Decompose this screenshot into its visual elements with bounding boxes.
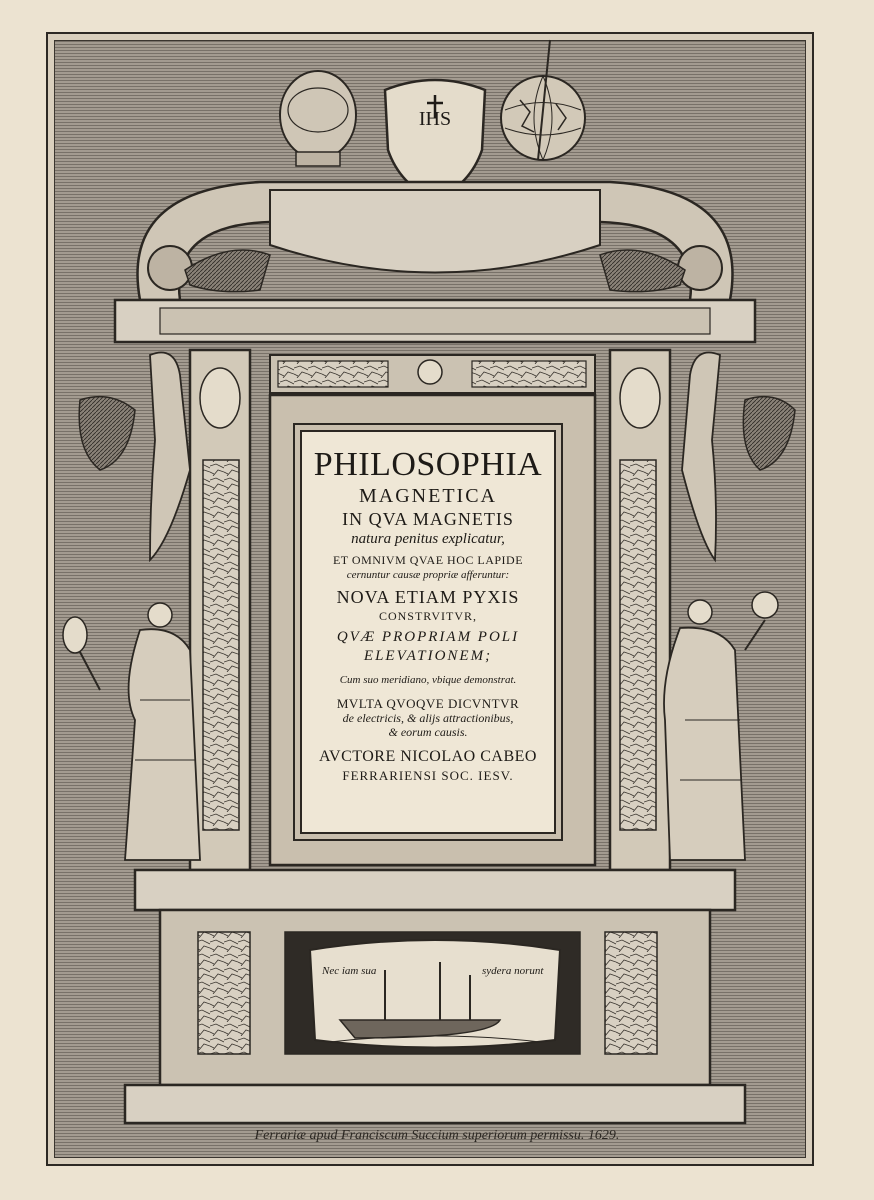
left-pilaster-illustration	[190, 350, 250, 870]
right-figure-with-sphere-illustration	[664, 592, 778, 860]
title-line-11: MVLTA QVOQVE DICVNTVR	[336, 696, 520, 711]
title-line-8: CONSTRVITVR,	[378, 609, 478, 623]
cherub-head-illustration	[418, 360, 442, 384]
title-line-6: cernuntur causæ propriæ afferuntur:	[346, 569, 510, 581]
title-line-5: ET OMNIVM QVAE HOC LAPIDE	[332, 553, 524, 567]
title-line-7: NOVA ETIAM PYXIS	[336, 587, 520, 607]
ship-cartouche-illustration	[310, 940, 560, 1048]
title-line-2: MAGNETICA	[359, 485, 497, 507]
imprint-line: Ferrariæ apud Franciscum Succium superiorum permissu. 1629.	[254, 1128, 620, 1143]
armillary-sphere-illustration	[280, 71, 356, 166]
left-figure-with-mirror-illustration	[63, 603, 200, 860]
motto-right: sydera norunt	[482, 965, 544, 977]
title-line-13: & eorum causis.	[388, 725, 468, 739]
author-line: AVCTORE NICOLAO CABEO	[319, 748, 537, 765]
right-pilaster-illustration	[610, 350, 670, 870]
globe-illustration	[501, 40, 585, 160]
title-line-1: PHILOSOPHIA	[313, 446, 543, 483]
title-line-4: natura penitus explicatur,	[351, 531, 505, 547]
title-line-3: IN QVA MAGNETIS	[342, 509, 514, 529]
pediment-illustration	[138, 182, 733, 300]
ihs-monogram: IHS	[418, 108, 452, 130]
motto-left: Nec iam sua	[322, 965, 377, 977]
title-line-12: de electricis, & alijs attractionibus,	[342, 711, 514, 725]
title-line-10: Cum suo meridiano, vbique demonstrat.	[339, 674, 517, 686]
author-affiliation: FERRARIENSI SOC. IESV.	[342, 768, 514, 783]
title-tablet	[300, 430, 556, 834]
title-line-9: QVÆ PROPRIAM POLI ELEVATIONEM;	[336, 629, 520, 664]
